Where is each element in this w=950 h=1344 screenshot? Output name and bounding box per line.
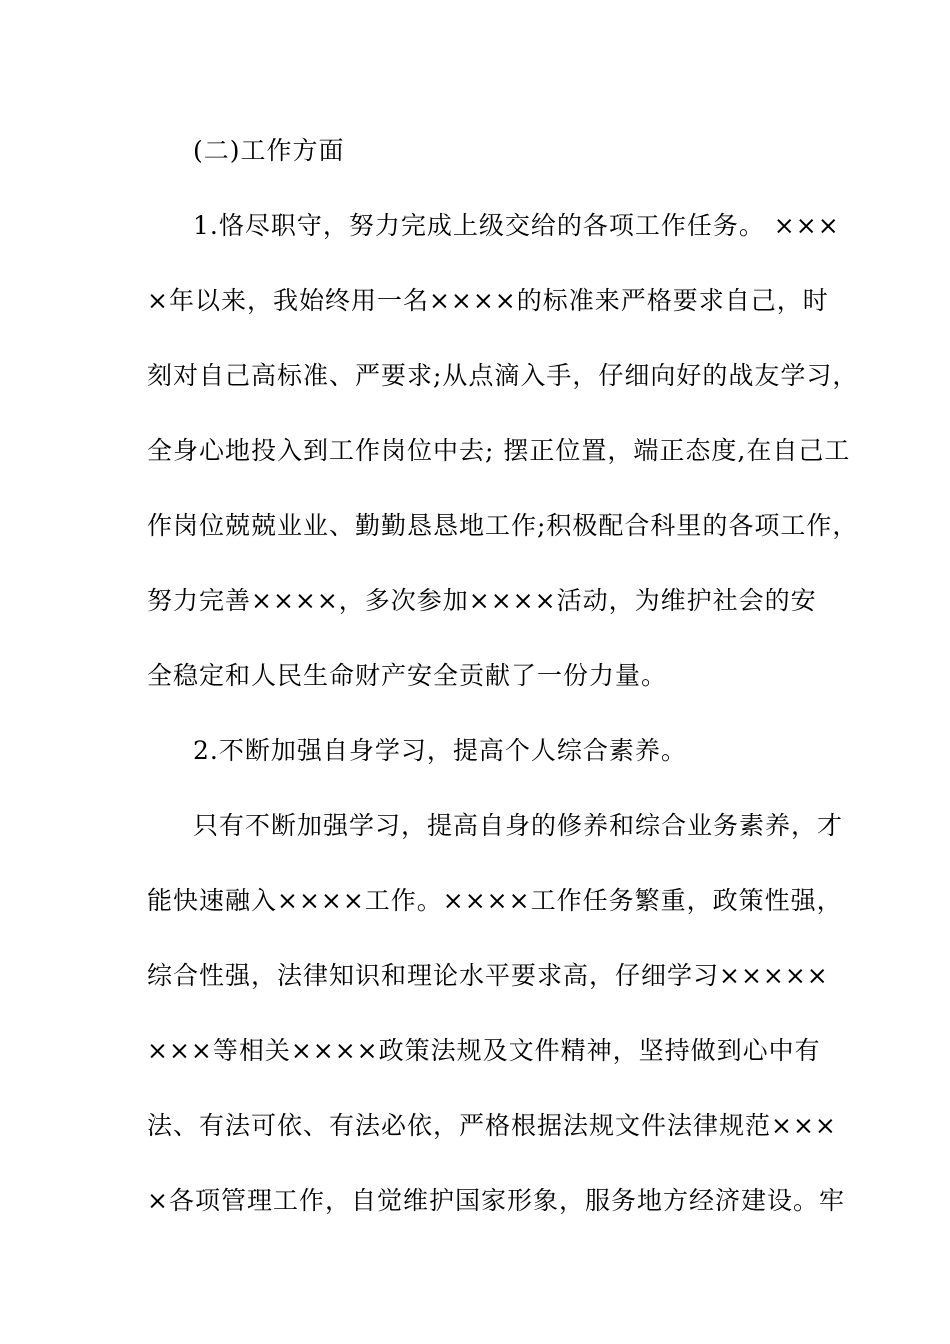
paragraph-1-line-2: ×年以来，我始终用一名××××的标准来严格要求自己，时: [147, 286, 829, 315]
paragraph-2-line-2: 能快速融入××××工作。××××工作任务繁重，政策性强，: [147, 886, 843, 915]
paragraph-2-line-4: ×××等相关××××政策法规及文件精神，坚持做到心中有: [147, 1036, 821, 1065]
paragraph-1-line-1: 1.恪尽职守，努力完成上级交给的各项工作任务。 ×××: [193, 211, 840, 240]
paragraph-1-line-7: 全稳定和人民生命财产安全贡献了一份力量。: [147, 661, 668, 690]
item-2-heading: 2.不断加强自身学习，提高个人综合素养。: [193, 736, 687, 765]
paragraph-1-line-6: 努力完善××××，多次参加××××活动，为维护社会的安: [147, 586, 817, 615]
paragraph-2-line-3: 综合性强，法律知识和理论水平要求高，仔细学习×××××: [147, 961, 829, 990]
paragraph-2-line-5: 法、有法可依、有法必依，严格根据法规文件法律规范×××: [147, 1111, 837, 1140]
paragraph-1-line-5: 作岗位兢兢业业、勤勤恳恳地工作;积极配合科里的各项工作，: [147, 511, 859, 540]
section-heading: (二)工作方面: [193, 136, 345, 165]
paragraph-1-line-4: 全身心地投入到工作岗位中去; 摆正位置，端正态度,在自己工: [147, 436, 851, 465]
paragraph-1-line-3: 刻对自己高标准、严要求;从点滴入手，仔细向好的战友学习，: [147, 361, 859, 390]
paragraph-2-line-1: 只有不断加强学习，提高自身的修养和综合业务素养，才: [193, 811, 844, 840]
paragraph-2-line-6: ×各项管理工作，自觉维护国家形象，服务地方经济建设。牢: [147, 1186, 845, 1215]
